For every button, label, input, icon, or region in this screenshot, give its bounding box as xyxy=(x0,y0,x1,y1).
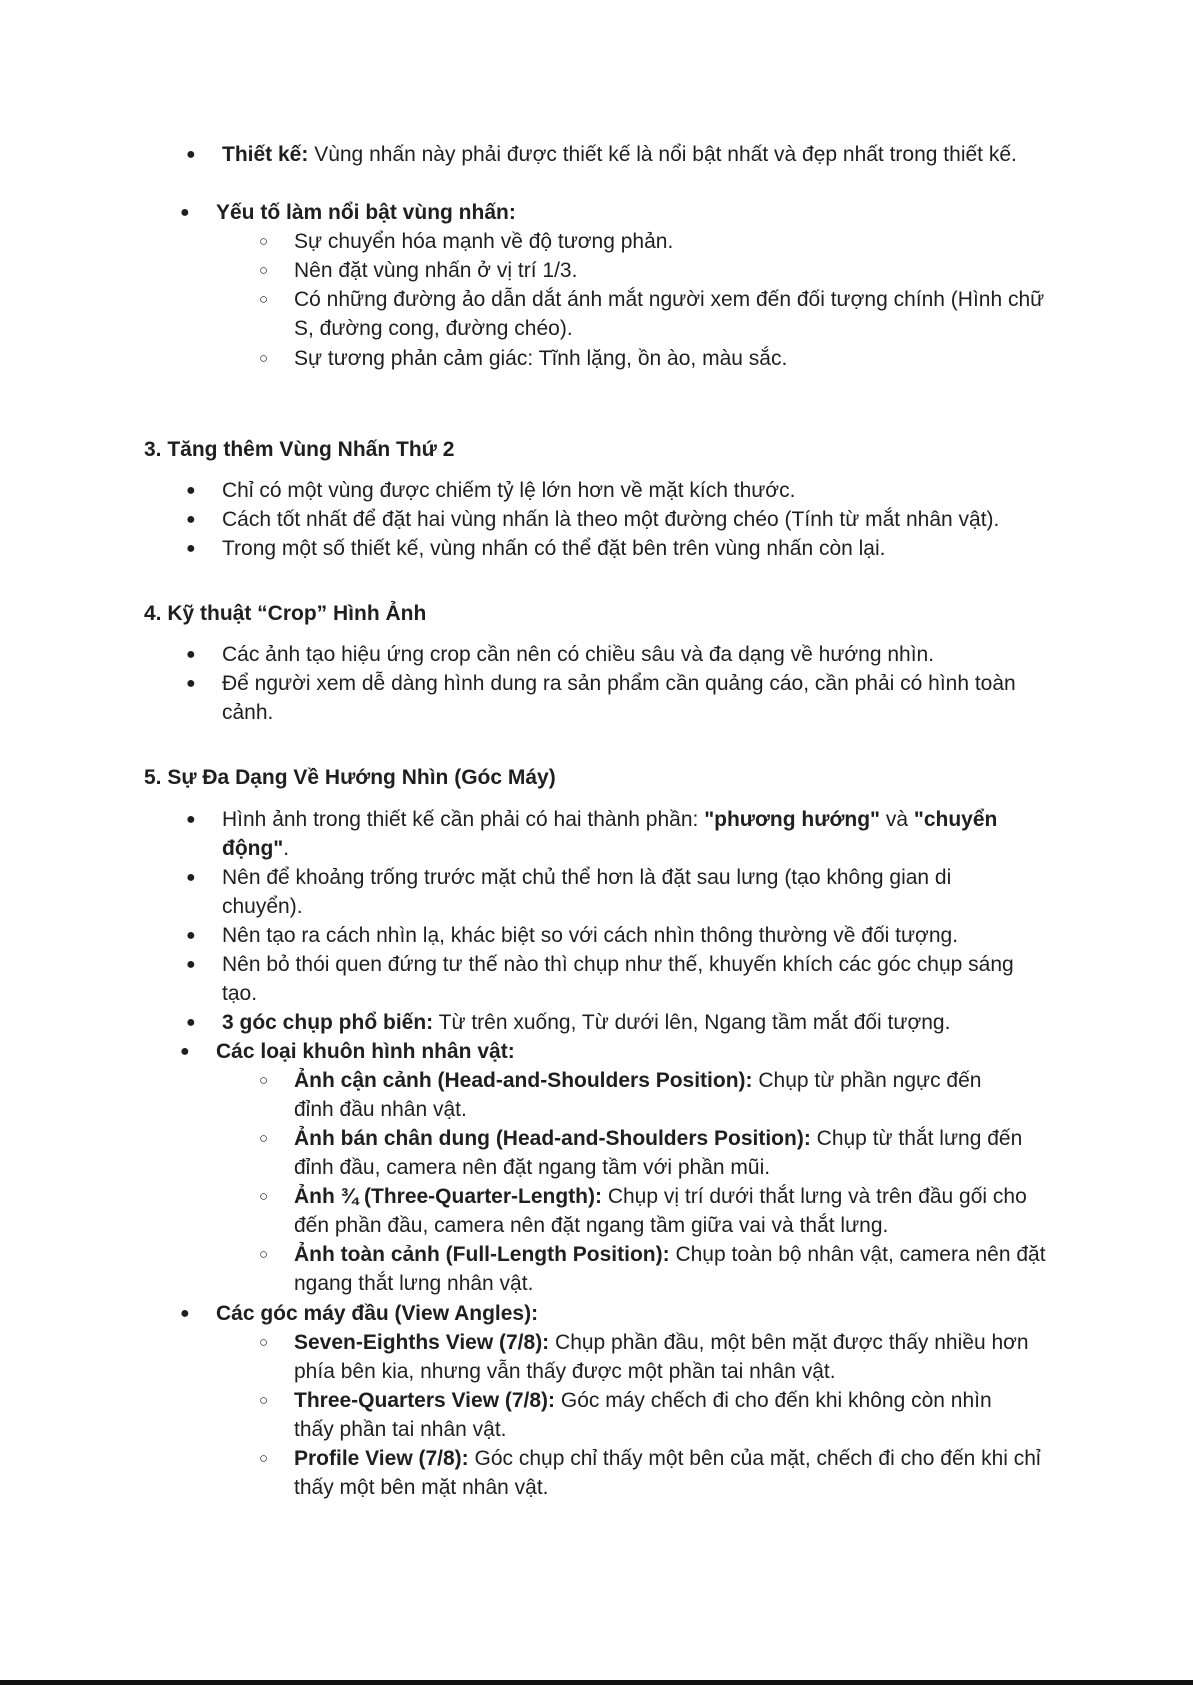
bullet-icon: ● xyxy=(186,811,196,828)
list-subitem: Three-Quarters View (7/8): Góc máy chếch đi cho đến khi không còn nhìn thấy phần tai nhân vật. xyxy=(294,1389,992,1441)
page-bottom-edge xyxy=(0,1680,1193,1685)
list-item-direction-motion: Hình ảnh trong thiết kế cần phải có hai thành phần: "phương hướng" và "chuyển động". xyxy=(222,808,998,860)
section-4-title: 4. Kỹ thuật “Crop” Hình Ảnh xyxy=(144,602,427,625)
list-subitem: Profile View (7/8): Góc chụp chỉ thấy một bên của mặt, chếch đi cho đến khi chỉ thấy một bên mặt nhân vật. xyxy=(294,1447,1041,1499)
bullet-icon: ● xyxy=(186,675,196,692)
list-item-common-angles: 3 góc chụp phổ biến: Từ trên xuống, Từ dưới lên, Ngang tầm mắt đối tượng. xyxy=(222,1011,951,1034)
list-subitem: Seven-Eighths View (7/8): Chụp phần đầu, một bên mặt được thấy nhiều hơn phía bên kia, nhưng vẫn thấy được một phần tai nhân vật. xyxy=(294,1331,1029,1383)
circle-bullet-icon: ○ xyxy=(259,1130,269,1147)
list-item: Nên bỏ thói quen đứng tư thế nào thì chụp như thế, khuyến khích các góc chụp sáng tạo. xyxy=(222,953,1014,1005)
list-item-factors: Yếu tố làm nổi bật vùng nhấn: xyxy=(216,201,516,224)
list-subitem: Ảnh cận cảnh (Head-and-Shoulders Position): Chụp từ phần ngực đến đỉnh đầu nhân vật. xyxy=(294,1069,982,1121)
list-subitem: Ảnh ¾ (Three-Quarter-Length): Chụp vị trí dưới thắt lưng và trên đầu gối cho đến phần đầu, camera nên đặt ngang tầm giữa vai và thắt lưng. xyxy=(294,1185,1027,1237)
circle-bullet-icon: ○ xyxy=(259,262,269,279)
circle-bullet-icon: ○ xyxy=(259,1246,269,1263)
list-item: Nên tạo ra cách nhìn lạ, khác biệt so với cách nhìn thông thường về đối tượng. xyxy=(222,924,959,947)
list-subitem: Có những đường ảo dẫn dắt ánh mắt người xem đến đối tượng chính (Hình chữ S, đường cong, đường chéo). xyxy=(294,288,1045,340)
list-item: Các ảnh tạo hiệu ứng crop cần nên có chiều sâu và đa dạng về hướng nhìn. xyxy=(222,643,935,666)
bullet-icon: ● xyxy=(186,1014,196,1031)
bullet-icon: ● xyxy=(180,1043,190,1060)
bullet-icon: ● xyxy=(186,956,196,973)
bullet-icon: ● xyxy=(186,927,196,944)
list-item-design: Thiết kế: Vùng nhấn này phải được thiết kế là nổi bật nhất và đẹp nhất trong thiết kế. xyxy=(222,143,1017,166)
list-item: Chỉ có một vùng được chiếm tỷ lệ lớn hơn về mặt kích thước. xyxy=(222,479,796,502)
circle-bullet-icon: ○ xyxy=(259,350,269,367)
bullet-icon: ● xyxy=(180,204,190,221)
list-item-view-angles: Các góc máy đầu (View Angles): xyxy=(216,1302,539,1325)
bullet-icon: ● xyxy=(186,869,196,886)
list-subitem: Sự chuyển hóa mạnh về độ tương phản. xyxy=(294,230,674,253)
circle-bullet-icon: ○ xyxy=(259,1392,269,1409)
section-5-title: 5. Sự Đa Dạng Về Hướng Nhìn (Góc Máy) xyxy=(144,766,556,789)
list-subitem: Sự tương phản cảm giác: Tĩnh lặng, ồn ào, màu sắc. xyxy=(294,347,788,370)
circle-bullet-icon: ○ xyxy=(259,1188,269,1205)
section-3-title: 3. Tăng thêm Vùng Nhấn Thứ 2 xyxy=(144,438,455,461)
list-item: Trong một số thiết kế, vùng nhấn có thể đặt bên trên vùng nhấn còn lại. xyxy=(222,537,886,560)
bullet-icon: ● xyxy=(186,482,196,499)
list-subitem: Ảnh bán chân dung (Head-and-Shoulders Position): Chụp từ thắt lưng đến đỉnh đầu, camera nên đặt ngang tầm với phần mũi. xyxy=(294,1127,1023,1179)
list-item: Nên để khoảng trống trước mặt chủ thể hơn là đặt sau lưng (tạo không gian di chuyển). xyxy=(222,866,952,918)
list-item: Cách tốt nhất để đặt hai vùng nhấn là theo một đường chéo (Tính từ mắt nhân vật). xyxy=(222,508,1000,531)
list-item: Để người xem dễ dàng hình dung ra sản phẩm cần quảng cáo, cần phải có hình toàn cảnh. xyxy=(222,672,1016,724)
circle-bullet-icon: ○ xyxy=(259,233,269,250)
circle-bullet-icon: ○ xyxy=(259,291,269,308)
bullet-icon: ● xyxy=(180,1305,190,1322)
list-subitem: Ảnh toàn cảnh (Full-Length Position): Chụp toàn bộ nhân vật, camera nên đặt ngang thắt lưng nhân vật. xyxy=(294,1243,1046,1295)
label-design: Thiết kế: xyxy=(222,143,309,166)
circle-bullet-icon: ○ xyxy=(259,1334,269,1351)
bullet-icon: ● xyxy=(186,146,196,163)
circle-bullet-icon: ○ xyxy=(259,1072,269,1089)
bullet-icon: ● xyxy=(186,511,196,528)
circle-bullet-icon: ○ xyxy=(259,1450,269,1467)
bullet-icon: ● xyxy=(186,646,196,663)
bullet-icon: ● xyxy=(186,540,196,557)
list-subitem: Nên đặt vùng nhấn ở vị trí 1/3. xyxy=(294,259,578,282)
list-item-frames: Các loại khuôn hình nhân vật: xyxy=(216,1040,515,1063)
